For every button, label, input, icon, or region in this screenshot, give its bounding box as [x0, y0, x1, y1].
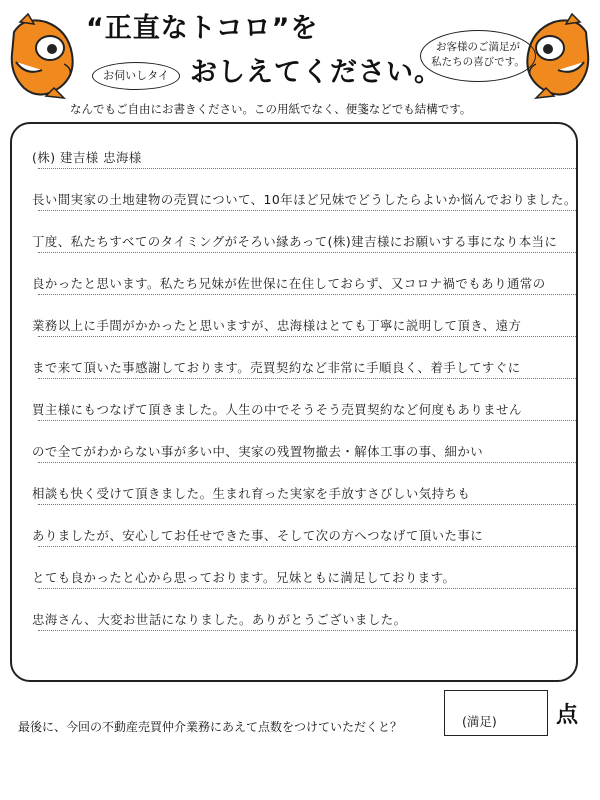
ruled-line	[38, 630, 576, 631]
ruled-line	[38, 504, 576, 505]
ruled-line	[38, 420, 576, 421]
speech-bubble-right-line1: お客様のご満足が	[436, 41, 520, 53]
fish-mascot-left-icon	[6, 12, 80, 100]
letter-line: 丁度、私たちすべてのタイミングがそろい縁あって(株)建吉様にお願いする事になり本当に	[32, 234, 558, 249]
letter-line: ありましたが、安心してお任せできた事、そして次の方へつなげて頂いた事に	[32, 528, 484, 543]
score-value: (満足)	[462, 714, 497, 729]
page-title: “正直なトコロ”を	[86, 13, 319, 44]
ruled-line	[38, 546, 576, 547]
ruled-line	[38, 378, 576, 379]
ruled-line	[38, 294, 576, 295]
letter-line: とても良かったと心から思っております。兄妹ともに満足しております。	[32, 570, 456, 585]
ruled-line	[38, 210, 576, 211]
letter-line: 業務以上に手間がかかったと思いますが、忠海様はとても丁寧に説明して頂き、遠方	[32, 318, 522, 333]
ruled-line	[38, 252, 576, 253]
score-unit: 点	[556, 703, 579, 728]
speech-bubble-left: お伺いしタイ	[92, 62, 180, 90]
speech-bubble-right-line2: 私たちの喜びです。	[431, 56, 525, 68]
letter-line: まで来て頂いた事感謝しております。売買契約など非常に手順良く、着手してすぐに	[32, 360, 521, 375]
ruled-line	[38, 168, 576, 169]
ruled-line	[38, 336, 576, 337]
instructions-text: なんでもご自由にお書きください。この用紙でなく、便箋などでも結構です。	[70, 102, 472, 116]
score-question: 最後に、今回の不動産売買仲介業務にあえて点数をつけていただくと？	[18, 720, 403, 734]
page-title-line2: おしえてください。	[190, 57, 442, 88]
letter-line: ので全てがわからない事が多い中、実家の残置物撤去・解体工事の事、細かい	[32, 444, 484, 459]
ruled-line	[38, 462, 576, 463]
letter-line: 相談も快く受けて頂きました。生まれ育った実家を手放すさびしい気持ちも	[32, 486, 471, 501]
letter-line: 忠海さん、大変お世話になりました。ありがとうございました。	[32, 612, 407, 627]
speech-bubble-right	[420, 30, 536, 82]
letter-line: 長い間実家の土地建物の売買について、10年ほど兄妹でどうしたらよいか悩んでおりました。	[32, 192, 577, 207]
letter-line: 買主様にもつなげて頂きました。人生の中でそうそう売買契約など何度もありません	[32, 402, 522, 417]
letter-line: (株) 建吉様 忠海様	[32, 150, 142, 165]
letter-line: 良かったと思います。私たち兄妹が佐世保に在住しておらず、又コロナ禍でもあり通常の	[32, 276, 546, 291]
ruled-line	[38, 588, 576, 589]
